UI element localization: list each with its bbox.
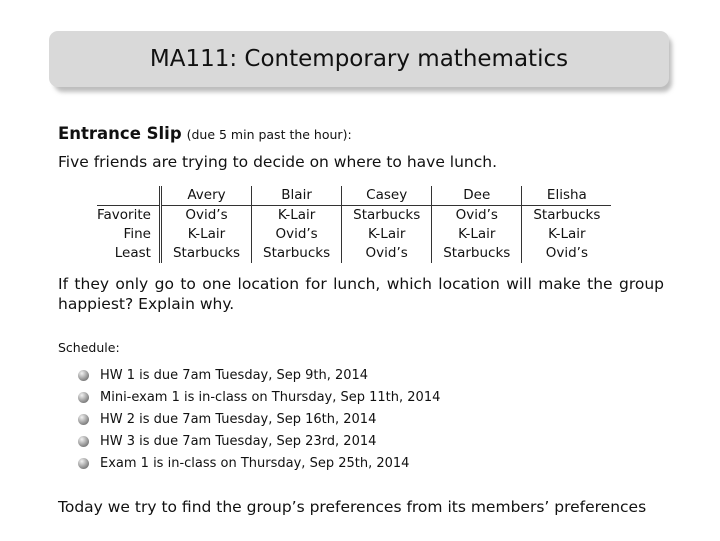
table-cell: Starbucks	[160, 244, 251, 263]
schedule-item-text: Exam 1 is in-class on Thursday, Sep 25th, 2014	[100, 455, 410, 471]
table-cell: Starbucks	[252, 244, 342, 263]
row-label: Least	[97, 244, 160, 263]
list-item	[78, 364, 440, 386]
table-header-row	[97, 186, 611, 206]
list-item	[78, 408, 440, 430]
slip-title: Entrance Slip	[58, 124, 182, 143]
table-cell: Starbucks	[533, 207, 601, 223]
question-text: If they only go to one location for lunch, which location will make the group happiest? Explain why.	[58, 275, 664, 313]
table-cell: Ovid’s	[252, 225, 342, 244]
bullet-icon	[78, 436, 89, 447]
table-cell: Ovid’s	[160, 206, 251, 226]
table-cell: Ovid’s	[432, 206, 522, 226]
table-corner-cell	[97, 186, 160, 206]
table-cell: Starbucks	[342, 206, 432, 226]
bullet-icon	[78, 392, 89, 403]
schedule-item-text: HW 1 is due 7am Tuesday, Sep 9th, 2014	[100, 367, 369, 383]
table-cell: Ovid’s	[545, 245, 588, 261]
preferences-table	[97, 186, 611, 263]
list-item	[78, 452, 440, 474]
column-header: Avery	[160, 186, 251, 206]
table-row	[97, 225, 611, 244]
table-row	[97, 244, 611, 263]
footer-text: Today we try to find the group’s preferences from its members’ preferences	[58, 498, 647, 516]
bullet-icon	[78, 458, 89, 469]
table-cell: K-Lair	[432, 225, 522, 244]
title-banner	[49, 31, 669, 87]
schedule-item-text: Mini-exam 1 is in-class on Thursday, Sep 11th, 2014	[100, 389, 441, 405]
entrance-slip-heading	[58, 124, 352, 143]
table-cell: K-Lair	[548, 226, 586, 242]
bullet-icon	[78, 414, 89, 425]
table-cell: Ovid’s	[342, 244, 432, 263]
column-header: Blair	[252, 186, 342, 206]
schedule-item-text: HW 2 is due 7am Tuesday, Sep 16th, 2014	[100, 411, 377, 427]
table-row	[97, 206, 611, 226]
table-cell: K-Lair	[342, 225, 432, 244]
table-cell: K-Lair	[252, 206, 342, 226]
schedule-list	[78, 364, 440, 474]
column-header: Dee	[432, 186, 522, 206]
table-cell: K-Lair	[160, 225, 251, 244]
column-header: Casey	[342, 186, 432, 206]
list-item	[78, 430, 440, 452]
slip-note: (due 5 min past the hour):	[186, 127, 352, 142]
schedule-item-text: HW 3 is due 7am Tuesday, Sep 23rd, 2014	[100, 433, 377, 449]
page-title: MA111: Contemporary mathematics	[149, 46, 569, 72]
row-label: Fine	[97, 225, 160, 244]
slip-intro: Five friends are trying to decide on where to have lunch.	[58, 153, 498, 171]
schedule-label: Schedule:	[58, 340, 120, 355]
column-header: Elisha	[522, 186, 612, 206]
row-label: Favorite	[97, 206, 160, 226]
list-item	[78, 386, 440, 408]
bullet-icon	[78, 370, 89, 381]
table-cell: Starbucks	[432, 244, 522, 263]
